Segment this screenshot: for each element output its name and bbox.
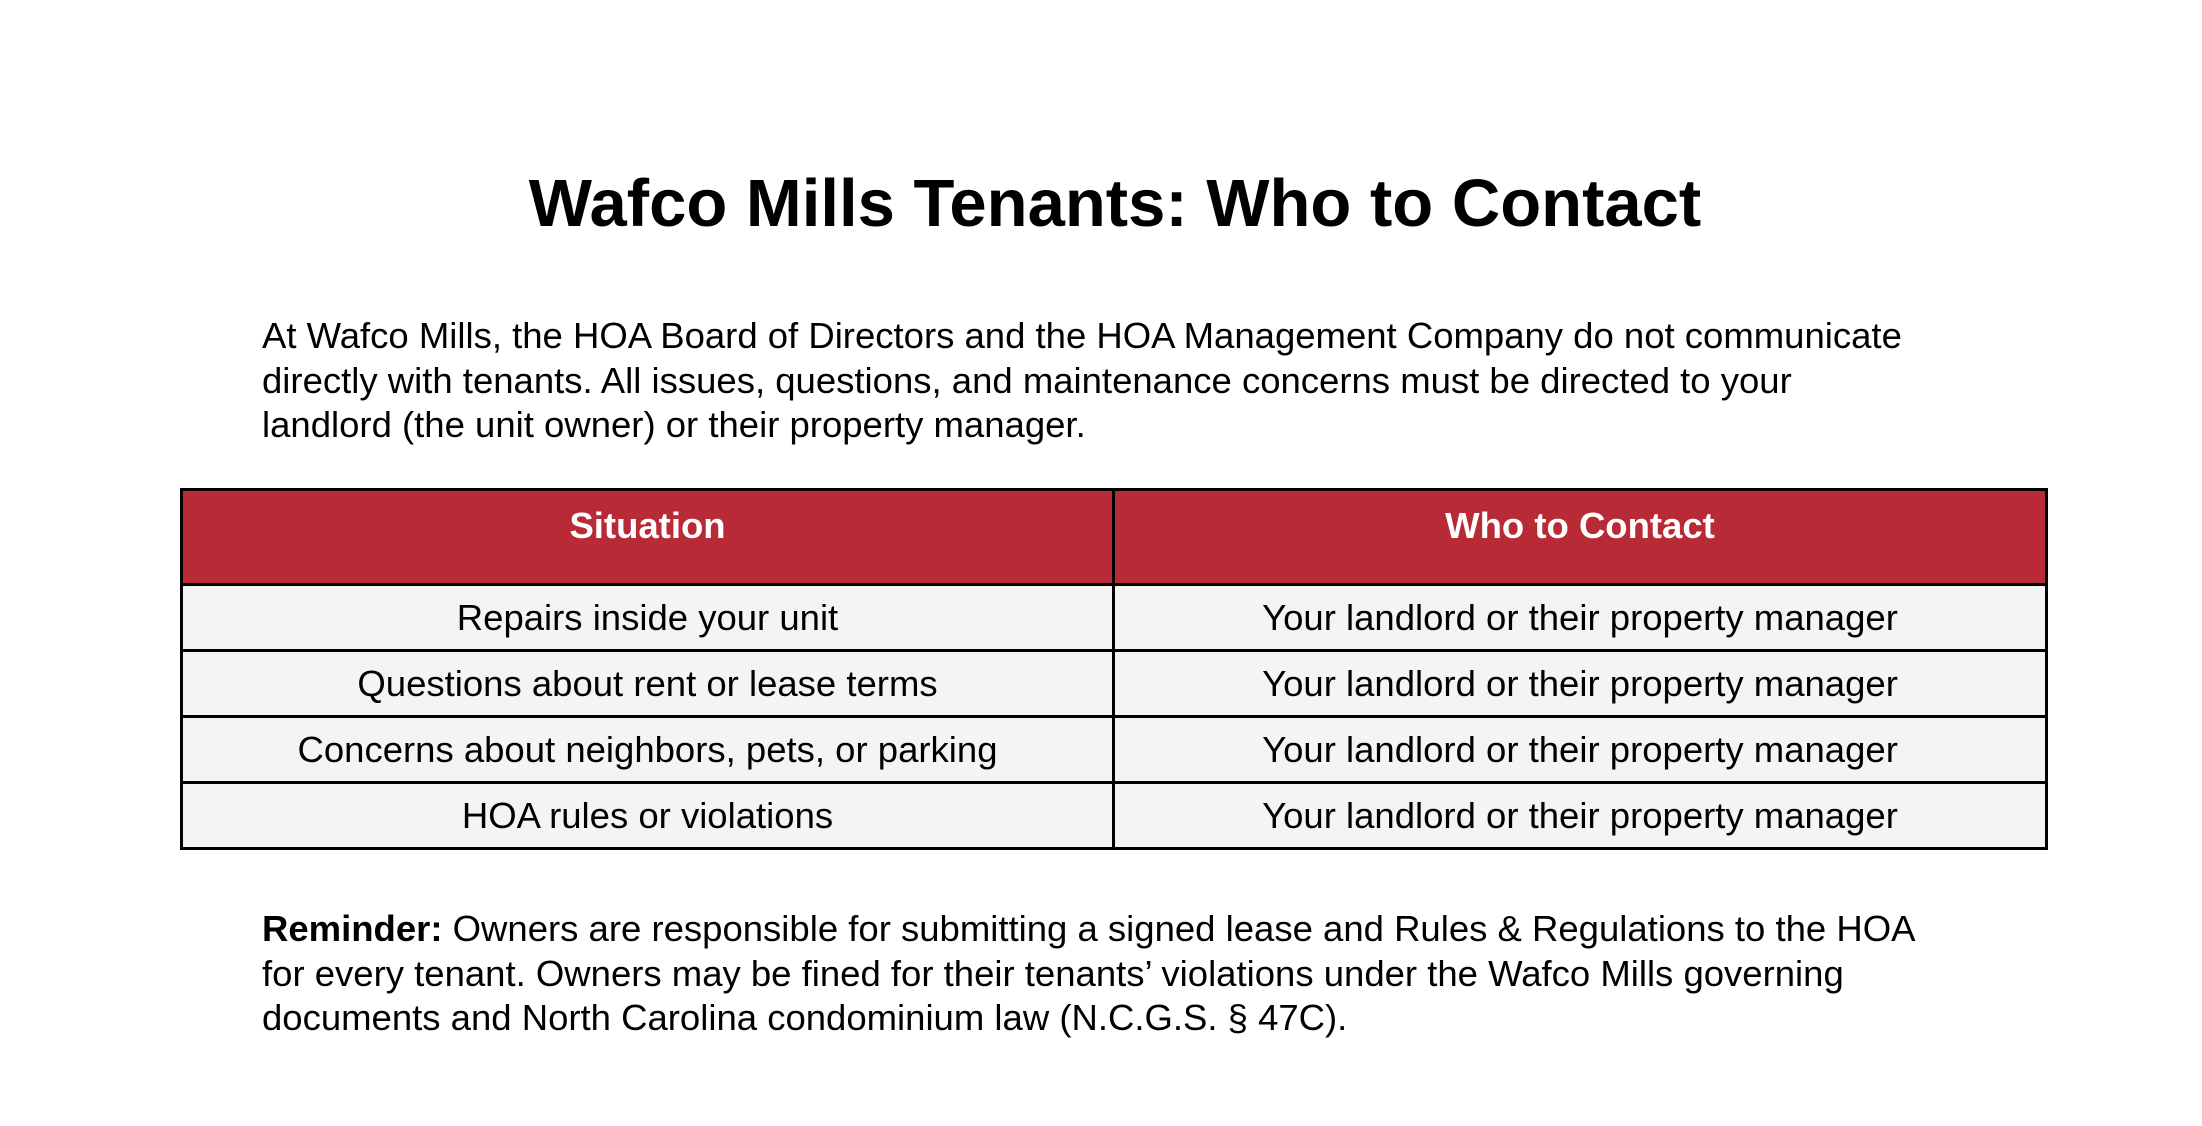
contact-cell: Your landlord or their property manager xyxy=(1114,783,2047,849)
situation-cell: Concerns about neighbors, pets, or parking xyxy=(182,717,1114,783)
reminder-label: Reminder: xyxy=(262,908,443,949)
contact-table xyxy=(180,488,2048,850)
reminder-line: documents and North Carolina condominium law (N.C.G.S. § 47C). xyxy=(262,997,1348,1038)
contact-cell: Your landlord or their property manager xyxy=(1114,717,2047,783)
table-row xyxy=(182,783,2047,849)
contact-cell: Your landlord or their property manager xyxy=(1114,585,2047,651)
column-header-who-to-contact: Who to Contact xyxy=(1114,490,2047,585)
intro-paragraph xyxy=(262,314,2062,448)
reminder-line: for every tenant. Owners may be fined for their tenants’ violations under the Wafco Mills governing xyxy=(262,952,1844,994)
contact-cell: Your landlord or their property manager xyxy=(1114,651,2047,717)
reminder-line xyxy=(262,907,2062,952)
situation-cell: Repairs inside your unit xyxy=(182,585,1114,651)
intro-line: landlord (the unit owner) or their property manager. xyxy=(262,404,1086,445)
situation-cell: Questions about rent or lease terms xyxy=(182,651,1114,717)
reminder-text: Owners are responsible for submitting a signed lease and Rules & Regulations to the HOA xyxy=(442,908,1916,949)
reminder-paragraph xyxy=(262,907,2062,1041)
table-header-row xyxy=(182,490,2047,585)
column-header-situation: Situation xyxy=(182,490,1114,585)
intro-line: directly with tenants. All issues, questions, and maintenance concerns must be directed to your xyxy=(262,359,1792,401)
intro-line: At Wafco Mills, the HOA Board of Directors and the HOA Management Company do not communicate xyxy=(262,315,1902,356)
table-row xyxy=(182,651,2047,717)
situation-cell: HOA rules or violations xyxy=(182,783,1114,849)
table-row xyxy=(182,717,2047,783)
table-row xyxy=(182,585,2047,651)
page-title: Wafco Mills Tenants: Who to Contact xyxy=(528,166,1702,241)
